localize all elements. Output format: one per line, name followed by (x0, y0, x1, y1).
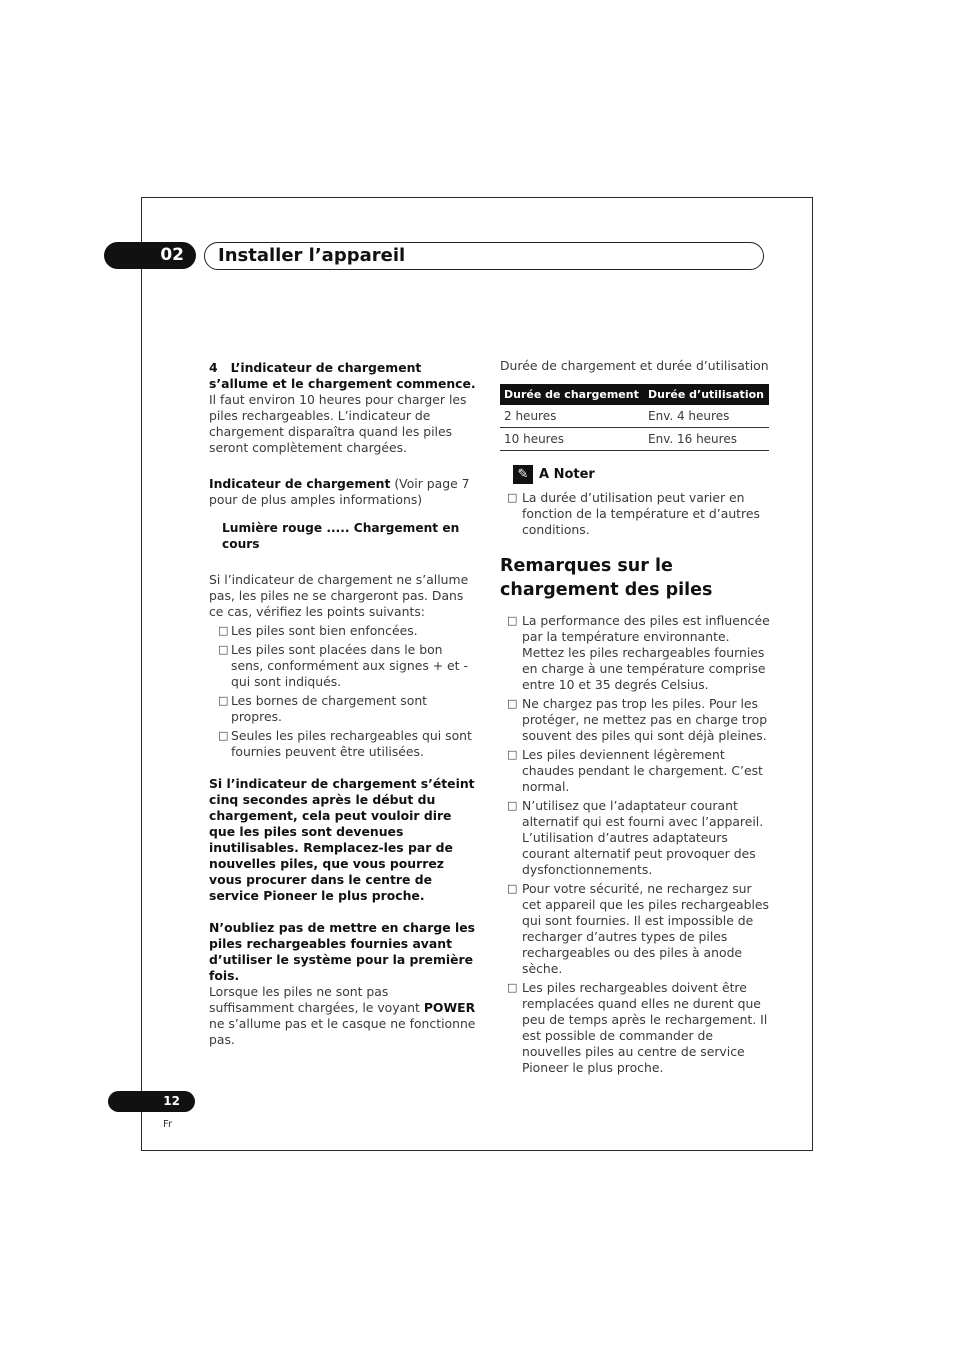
table-row (500, 428, 769, 451)
indicator-label: Indicateur de chargement (209, 476, 391, 491)
table-header: Durée de chargement (500, 384, 644, 405)
bullet-icon: □ (507, 697, 518, 710)
note-title: A Noter (539, 466, 595, 482)
bullet-icon: □ (507, 799, 518, 812)
table-row (500, 405, 769, 428)
bullet-icon: □ (218, 643, 229, 656)
table-header-row (500, 384, 769, 405)
bullet-icon: □ (507, 882, 518, 895)
step-number: 4 (209, 360, 218, 375)
list-item: □ La durée d’utilisation peut varier en fonction de la température et d’autres conditions. (507, 490, 760, 537)
indicator-paragraph (209, 476, 477, 508)
table-cell: Env. 16 heures (644, 428, 769, 451)
bullet-icon: □ (507, 748, 518, 761)
step-text: Il faut environ 10 heures pour charger les piles rechargeables. L’indicateur de chargement disparaîtra quand les piles seront complètement chargées. (209, 392, 467, 455)
page-number-badge: 12 (108, 1091, 195, 1112)
indicator-state: Lumière rouge ..... Chargement en cours (222, 521, 460, 551)
list-item: □ Les piles sont placées dans le bon sens, conformément aux signes + et - qui sont indiqués. (218, 642, 468, 689)
table-cell: 2 heures (500, 405, 644, 428)
warning-paragraph: Si l’indicateur de chargement s’éteint cinq secondes après le début du chargement, cela peut vouloir dire que les piles sont devenues inutilisables. Remplacez-les par de nouvelles piles, que vous pourrez vous procurer dans le centre de service Pioneer le plus proche. (209, 776, 475, 903)
reminder-paragraph: N’oubliez pas de mettre en charge les piles rechargeables fournies avant d’utiliser le système pour la première fois. (209, 920, 475, 983)
section-title: Remarques sur le chargement des piles (500, 556, 713, 600)
check-intro: Si l’indicateur de chargement ne s’allume pas, les piles ne se chargeront pas. Dans ce cas, vérifiez les points suivants: (209, 572, 469, 619)
indicator-ref: (Voir page 7 pour de plus amples informations) (209, 476, 470, 507)
list-item: □ Pour votre sécurité, ne rechargez sur cet appareil que les piles rechargeables qui sont fournies. Il est impossible de recharger d’autres types de piles rechargeables ou des piles à anode sèche. (507, 881, 769, 976)
left-column (209, 360, 477, 1048)
step-heading (209, 360, 477, 392)
bullet-icon: □ (507, 981, 518, 994)
power-paragraph: Lorsque les piles ne sont pas suffisamment chargées, le voyant POWER ne s’allume pas et le casque ne fonctionne pas. (209, 984, 476, 1047)
right-column (500, 358, 770, 1076)
table-caption: Durée de chargement et durée d’utilisation (500, 358, 769, 373)
list-item: □ Les piles rechargeables doivent être remplacées quand elles ne durent que peu de temps après le rechargement. Il est possible de commander de nouvelles piles au centre de service Pioneer le plus proche. (507, 980, 768, 1075)
bullet-icon: □ (218, 729, 229, 742)
power-label: POWER (423, 1000, 476, 1015)
bullet-icon: □ (507, 491, 518, 504)
list-item: □ Les bornes de chargement sont propres. (218, 693, 428, 724)
table-cell: Env. 4 heures (644, 405, 769, 428)
list-item: □ Les piles sont bien enfoncées. (218, 623, 418, 638)
bullet-icon: □ (218, 624, 229, 637)
duration-table (500, 384, 769, 451)
pencil-icon: ✎ (513, 465, 533, 484)
list-item: □ Seules les piles rechargeables qui sont fournies peuvent être utilisées. (218, 728, 472, 759)
note-heading (500, 465, 770, 484)
chapter-number-badge: 02 (104, 242, 196, 269)
bullet-icon: □ (507, 614, 518, 627)
step-title: L’indicateur de chargement s’allume et le chargement commence. (209, 360, 476, 391)
bullet-icon: □ (218, 694, 229, 707)
language-code: Fr (163, 1119, 173, 1130)
table-header: Durée d’utilisation (644, 384, 769, 405)
list-item: □ N’utilisez que l’adaptateur courant alternatif qui est fourni avec l’appareil. L’utilisation d’autres adaptateurs courant alternatif peut provoquer des dysfonctionnements. (507, 798, 764, 877)
chapter-title: Installer l’appareil (204, 242, 764, 270)
list-item: □ Les piles deviennent légèrement chaudes pendant le chargement. C’est normal. (507, 747, 763, 794)
list-item: □ Ne chargez pas trop les piles. Pour les protéger, ne mettez pas en charge trop souvent des piles qui sont déjà pleines. (507, 696, 768, 743)
list-item: □ La performance des piles est influencée par la température environnante. Mettez les piles rechargeables fournies en charge à une température comprise entre 10 et 35 degrés Celsius. (507, 613, 770, 692)
table-cell: 10 heures (500, 428, 644, 451)
